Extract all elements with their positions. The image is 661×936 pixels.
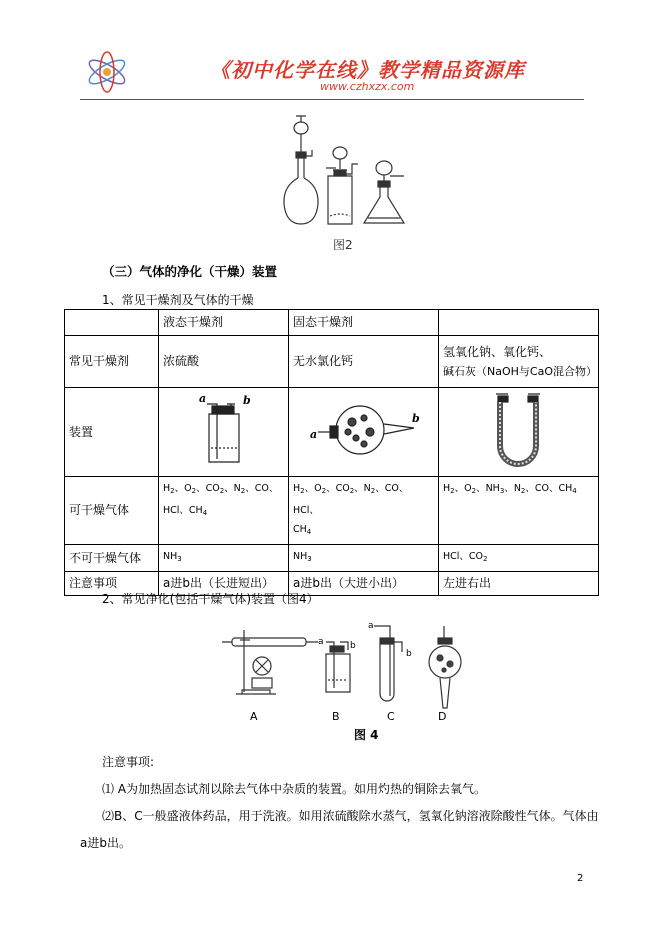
label-b: b: [242, 394, 251, 407]
cell-line: 碱石灰（NaOH与CaO混合物）: [443, 364, 597, 378]
table-cell: a进b出（大进小出）: [289, 572, 439, 596]
table-cell: [439, 310, 599, 336]
table-cell: [439, 336, 599, 388]
note-1: ⑴ A为加热固态试剂以除去气体中杂质的装置。如用灼热的铜除去氧气。: [102, 782, 487, 796]
table-cell: $H_2$、$O_2$、$NH_3$、$N_2$、CO、$CH_4$: [439, 477, 599, 545]
figure-2-caption: 图2: [333, 238, 353, 252]
label-a: a: [309, 428, 317, 441]
cell-line: 氢氧化钠、氧化钙、: [443, 344, 552, 359]
label-B: B: [332, 710, 340, 723]
row-label: 注意事项: [65, 572, 159, 596]
table-cell: $NH_3$: [159, 545, 289, 572]
label-a: a: [318, 637, 324, 647]
table-cell: [159, 388, 289, 477]
logo: [84, 50, 130, 94]
table-cell: HCl、$CO_2$: [439, 545, 599, 572]
label-A: A: [250, 710, 258, 723]
note-2: ⑵B、C一般盛液体药品，用于洗液。如用浓硫酸除水蒸气，氢氧化钠溶液除酸性气体。气体由: [102, 809, 599, 823]
table-cell: a进b出（长进短出）: [159, 572, 289, 596]
drying-agent-table: [64, 309, 599, 596]
u-tube-icon: [484, 390, 554, 468]
label-b: b: [350, 641, 356, 651]
paragraph-purification: 2、常见净化(包括干燥气体)装置（图4）: [102, 592, 319, 606]
label-b: b: [406, 649, 412, 659]
figure-2-image: [278, 108, 413, 233]
header-divider: [80, 99, 584, 100]
table-header-solid: 固态干燥剂: [289, 310, 439, 336]
table-header-liquid: 液态干燥剂: [159, 310, 289, 336]
figure-4-caption: 图 4: [354, 728, 379, 742]
row-label: 可干燥气体: [65, 477, 159, 545]
table-cell: 浓硫酸: [159, 336, 289, 388]
table-cell: $H_2$、$O_2$、$CO_2$、$N_2$、CO、 HCl、$CH_4$: [159, 477, 289, 545]
section-subtitle: 1、常见干燥剂及气体的干燥: [102, 293, 254, 307]
header-title: 《初中化学在线》教学精品资源库: [210, 58, 525, 82]
page-number: 2: [577, 873, 584, 884]
table-cell: [439, 388, 599, 477]
row-label: 常见干燥剂: [65, 336, 159, 388]
label-C: C: [387, 710, 395, 723]
notes-heading: 注意事项:: [102, 755, 155, 769]
table-cell: 左进右出: [439, 572, 599, 596]
label-a: a: [368, 621, 374, 631]
section-title: （三）气体的净化（干燥）装置: [102, 264, 278, 279]
table-cell: $NH_3$: [289, 545, 439, 572]
row-label: 装置: [65, 388, 159, 477]
figure-4-image: [222, 620, 472, 740]
row-label: 不可干燥气体: [65, 545, 159, 572]
table-row: [65, 545, 599, 572]
gas-washing-bottle-icon: [179, 390, 269, 468]
table-row: [65, 336, 599, 388]
table-row: [65, 388, 599, 477]
note-3: a进b出。: [80, 836, 131, 850]
table-cell: [289, 388, 439, 477]
drying-tube-icon: [304, 394, 424, 464]
label-b: b: [411, 412, 420, 425]
table-cell: 无水氯化钙: [289, 336, 439, 388]
table-cell: $H_2$、$O_2$、$CO_2$、$N_2$、CO、HCl、 $CH_4$: [289, 477, 439, 545]
table-header-row: [65, 310, 599, 336]
table-cell: [65, 310, 159, 336]
label-a: a: [198, 392, 206, 405]
label-D: D: [438, 710, 447, 723]
table-row: [65, 477, 599, 545]
header-url: www.czhxzx.com: [320, 80, 415, 93]
